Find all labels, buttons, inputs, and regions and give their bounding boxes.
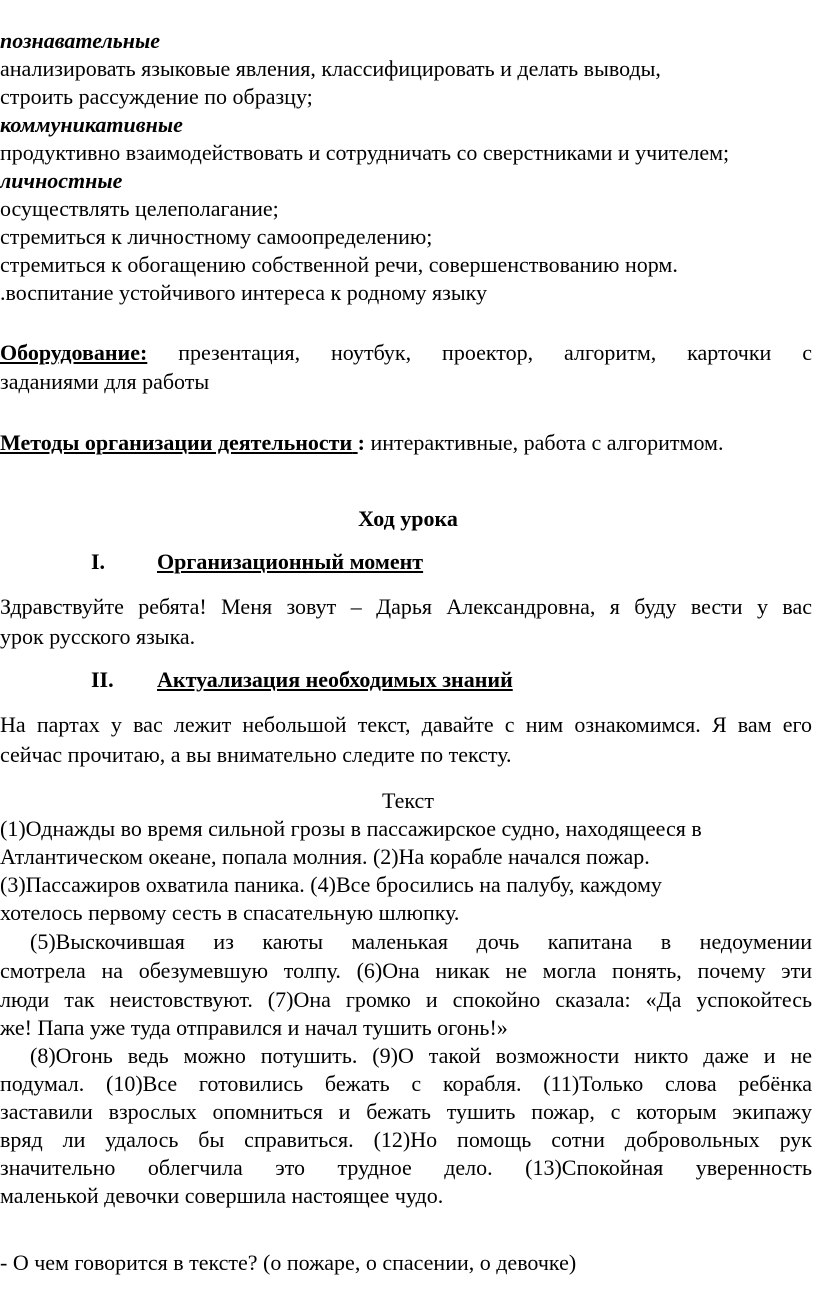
section-2-number: II. [91, 667, 114, 692]
greeting-line-2: урок русского языка. [0, 624, 196, 649]
greeting-line-1: Здравствуйте ребята! Меня зовут – Дарья Александровна, я буду вести у вас [0, 594, 812, 619]
intro-line-1: На партах у вас лежит небольшой текст, давайте с ним ознакомимся. Я вам его [0, 712, 812, 737]
text-line-4: хотелось первому сесть в спасательную шлюпку. [0, 900, 460, 925]
text-line-9: (8)Огонь ведь можно потушить. (9)О такой возможности никто даже и не [30, 1043, 812, 1068]
cognitive-item-2: строить рассуждение по образцу; [0, 84, 313, 109]
methods-colon: : [357, 430, 365, 455]
section-1-number: I. [91, 549, 106, 574]
methods-label: Методы организации деятельности [0, 430, 353, 455]
text-line-13: значительно облегчила это трудное дело. (13)Спокойная уверенность [0, 1155, 812, 1180]
text-line-8: же! Папа уже туда отправился и начал тушить огонь!» [0, 1015, 508, 1040]
communicative-heading: коммуникативные [0, 112, 183, 137]
text-line-11: заставили взрослых опомниться и бежать тушить пожар, с которым экипажу [0, 1099, 812, 1124]
equipment-label: Оборудование: [0, 340, 148, 365]
personal-item-2: стремиться к личностному самоопределению; [0, 224, 433, 249]
personal-heading: личностные [0, 168, 123, 193]
personal-item-1: осуществлять целеполагание; [0, 196, 279, 221]
question-line: - О чем говорится в тексте? (о пожаре, о спасении, о девочке) [0, 1250, 577, 1275]
text-line-3: (3)Пассажиров охватила паника. (4)Все бросились на палубу, каждому [0, 872, 662, 897]
text-line-2: Атлантическом океане, попала молния. (2)На корабле начался пожар. [0, 844, 650, 869]
text-title: Текст [382, 788, 434, 813]
methods-text: интерактивные, работа с алгоритмом. [370, 430, 724, 455]
text-line-1: (1)Однажды во время сильной грозы в пассажирское судно, находящееся в [0, 816, 702, 841]
equipment-line-1 [0, 340, 812, 366]
section-1-title: Организационный момент [157, 549, 424, 574]
text-line-5: (5)Выскочившая из каюты маленькая дочь капитана в недоумении [30, 929, 812, 954]
text-line-12: вряд ли удалось бы справиться. (12)Но помощь сотни добровольных рук [0, 1127, 812, 1152]
text-line-6: смотрела на обезумевшую толпу. (6)Она никак не могла понять, почему эти [0, 958, 812, 983]
personal-item-3: стремиться к обогащению собственной речи, совершенствованию норм. [0, 252, 678, 277]
cognitive-heading: познавательные [0, 28, 161, 53]
personal-item-4: .воспитание устойчивого интереса к родному языку [0, 280, 487, 305]
lesson-title: Ход урока [358, 506, 458, 531]
text-line-10: подумал. (10)Все готовились бежать с корабля. (11)Только слова ребёнка [0, 1071, 812, 1096]
methods-line [0, 430, 812, 456]
text-line-7: люди так неистовствуют. (7)Она громко и спокойно сказала: «Да успокойтесь [0, 987, 812, 1012]
equipment-text-1: презентация, ноутбук, проектор, алгоритм, карточки с [178, 340, 812, 365]
intro-line-2: сейчас прочитаю, а вы внимательно следите по тексту. [0, 742, 512, 767]
equipment-text-2: заданиями для работы [0, 369, 210, 394]
communicative-item-1: продуктивно взаимодействовать и сотрудничать со сверстниками и учителем; [0, 140, 730, 165]
section-2-title: Актуализация необходимых знаний [157, 667, 513, 692]
text-line-14: маленькой девочки совершила настоящее чудо. [0, 1183, 444, 1208]
cognitive-item-1: анализировать языковые явления, классифицировать и делать выводы, [0, 56, 661, 81]
